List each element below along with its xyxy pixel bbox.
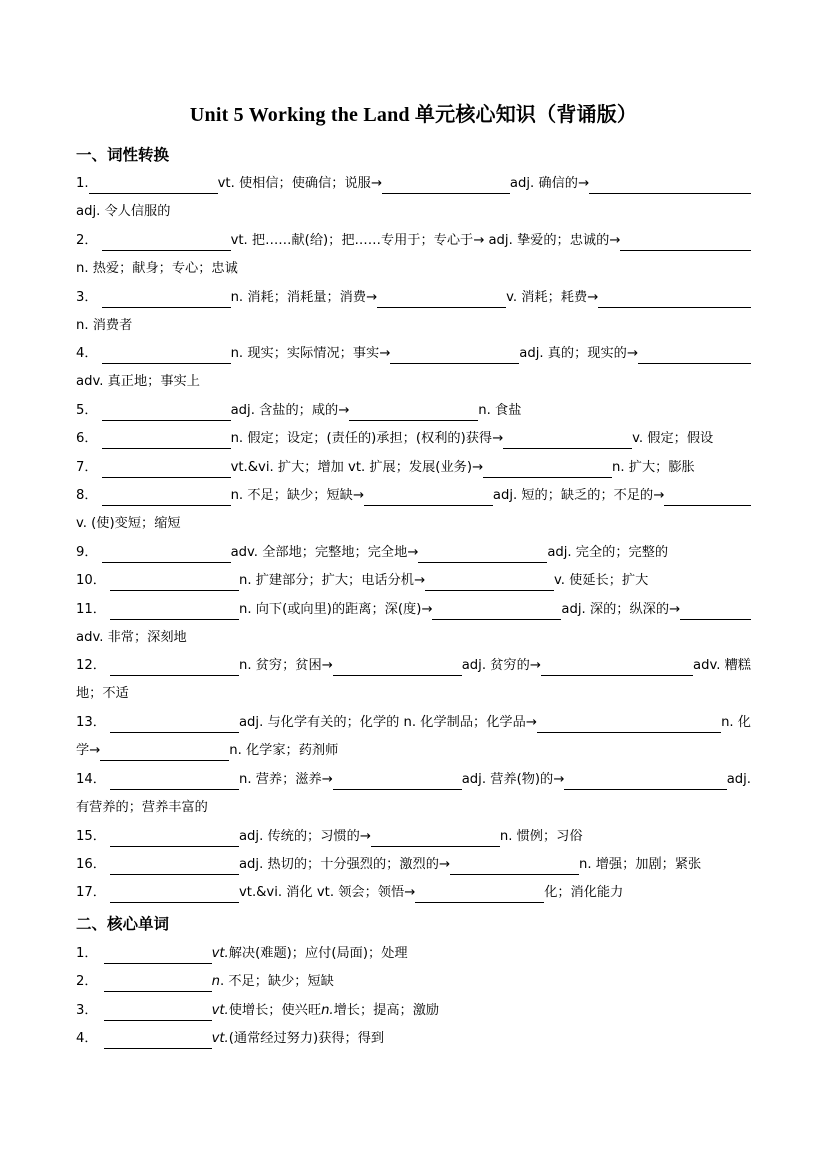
answer-blank[interactable] bbox=[333, 660, 462, 676]
section-heading-core-words: 二、核心单词 bbox=[76, 915, 170, 933]
answer-blank[interactable] bbox=[390, 348, 519, 364]
list-item: 3． n. 消耗；消耗量；消费→ v. 消耗；耗费→ bbox=[76, 288, 751, 308]
answer-blank[interactable] bbox=[333, 774, 462, 790]
answer-blank[interactable] bbox=[598, 292, 751, 308]
answer-blank[interactable] bbox=[589, 178, 751, 194]
list-item-continuation: adv. 非常；深刻地 bbox=[76, 630, 187, 645]
list-item-continuation: adv. 真正地；事实上 bbox=[76, 374, 200, 389]
list-item-continuation: n. 热爱；献身；专心；忠诚 bbox=[76, 261, 238, 276]
list-item: 16． adj. 热切的；十分强烈的；激烈的→ n. 增强；加剧；紧张 bbox=[76, 855, 751, 875]
list-item: 3． vt. 使增长；使兴旺 n. 增长；提高；激励 bbox=[76, 1001, 751, 1021]
answer-blank[interactable] bbox=[110, 660, 239, 676]
answer-blank[interactable] bbox=[110, 887, 239, 903]
answer-blank[interactable] bbox=[102, 292, 231, 308]
answer-blank[interactable] bbox=[483, 462, 612, 478]
list-item: 2． vt. 把……献(给)；把……专用于；专心于→ adj. 挚爱的；忠诚的→ bbox=[76, 231, 751, 251]
answer-blank[interactable] bbox=[102, 348, 231, 364]
list-item-continuation: 地；不适 bbox=[76, 686, 129, 701]
answer-blank[interactable] bbox=[110, 604, 239, 620]
list-item: 13． adj. 与化学有关的；化学的 n. 化学制品；化学品→ n. 化 bbox=[76, 713, 751, 733]
answer-blank[interactable] bbox=[425, 575, 554, 591]
list-item: 17． vt.&vi. 消化 vt. 领会；领悟→ 化；消化能力 bbox=[76, 883, 751, 903]
list-item: 15． adj. 传统的；习惯的→ n. 惯例；习俗 bbox=[76, 827, 751, 847]
answer-blank[interactable] bbox=[364, 490, 493, 506]
list-item: 10． n. 扩建部分；扩大；电话分机→ v. 使延长；扩大 bbox=[76, 571, 751, 591]
list-item: 5． adj. 含盐的；咸的→ n. 食盐 bbox=[76, 401, 751, 421]
answer-blank[interactable] bbox=[382, 178, 510, 194]
answer-blank[interactable] bbox=[638, 348, 751, 364]
list-item: 4． vt. (通常经过努力)获得；得到 bbox=[76, 1029, 751, 1049]
answer-blank[interactable] bbox=[450, 859, 579, 875]
answer-blank[interactable] bbox=[89, 178, 218, 194]
list-item: 1. vt. 使相信；使确信；说服→ adj. 确信的→ bbox=[76, 174, 751, 194]
answer-blank[interactable] bbox=[680, 604, 751, 620]
answer-blank[interactable] bbox=[110, 831, 239, 847]
answer-blank[interactable] bbox=[110, 575, 239, 591]
answer-blank[interactable] bbox=[102, 433, 231, 449]
list-item: 4． n. 现实；实际情况；事实→ adj. 真的；现实的→ bbox=[76, 344, 751, 364]
page-title: Unit 5 Working the Land 单元核心知识（背诵版） bbox=[189, 104, 638, 126]
answer-blank[interactable] bbox=[104, 1005, 212, 1021]
answer-blank[interactable] bbox=[102, 405, 231, 421]
list-item: 11． n. 向下(或向里)的距离；深(度)→ adj. 深的；纵深的→ bbox=[76, 600, 751, 620]
answer-blank[interactable] bbox=[432, 604, 561, 620]
answer-blank[interactable] bbox=[620, 235, 751, 251]
answer-blank[interactable] bbox=[415, 887, 544, 903]
list-item: 8． n. 不足；缺少；短缺→ adj. 短的；缺乏的；不足的→ bbox=[76, 486, 751, 506]
answer-blank[interactable] bbox=[102, 547, 231, 563]
list-item-continuation: 学→ n. 化学家；药剂师 bbox=[76, 741, 751, 761]
section-heading-word-forms: 一、词性转换 bbox=[76, 146, 170, 164]
answer-blank[interactable] bbox=[100, 745, 229, 761]
list-item: 12． n. 贫穷；贫困→ adj. 贫穷的→ adv. 糟糕 bbox=[76, 656, 751, 676]
answer-blank[interactable] bbox=[349, 405, 478, 421]
answer-blank[interactable] bbox=[503, 433, 632, 449]
list-item: 9． adv. 全部地；完整地；完全地→ adj. 完全的；完整的 bbox=[76, 543, 751, 563]
list-item: 1． vt. 解决(难题)；应付(局面)；处理 bbox=[76, 944, 751, 964]
list-item-continuation: v. (使)变短；缩短 bbox=[76, 516, 181, 531]
answer-blank[interactable] bbox=[104, 1033, 212, 1049]
list-item-continuation: n. 消费者 bbox=[76, 318, 133, 333]
answer-blank[interactable] bbox=[371, 831, 500, 847]
answer-blank[interactable] bbox=[102, 462, 231, 478]
list-item: 2． n . 不足；缺少；短缺 bbox=[76, 972, 751, 992]
answer-blank[interactable] bbox=[564, 774, 726, 790]
answer-blank[interactable] bbox=[110, 774, 239, 790]
list-item-continuation: 有营养的；营养丰富的 bbox=[76, 800, 208, 815]
answer-blank[interactable] bbox=[418, 547, 547, 563]
list-item: 14． n. 营养；滋养→ adj. 营养(物)的→ adj. bbox=[76, 770, 751, 790]
list-item: 6． n. 假定；设定；(责任的)承担；(权利的)获得→ v. 假定；假设 bbox=[76, 429, 751, 449]
answer-blank[interactable] bbox=[110, 859, 239, 875]
answer-blank[interactable] bbox=[104, 976, 212, 992]
list-item: 7． vt.&vi. 扩大；增加 vt. 扩展；发展(业务)→ n. 扩大；膨胀 bbox=[76, 458, 751, 478]
answer-blank[interactable] bbox=[110, 717, 239, 733]
answer-blank[interactable] bbox=[537, 717, 721, 733]
list-item-continuation: adj. 令人信服的 bbox=[76, 204, 171, 219]
answer-blank[interactable] bbox=[102, 490, 231, 506]
answer-blank[interactable] bbox=[104, 948, 212, 964]
answer-blank[interactable] bbox=[664, 490, 751, 506]
answer-blank[interactable] bbox=[377, 292, 506, 308]
answer-blank[interactable] bbox=[102, 235, 231, 251]
answer-blank[interactable] bbox=[541, 660, 693, 676]
